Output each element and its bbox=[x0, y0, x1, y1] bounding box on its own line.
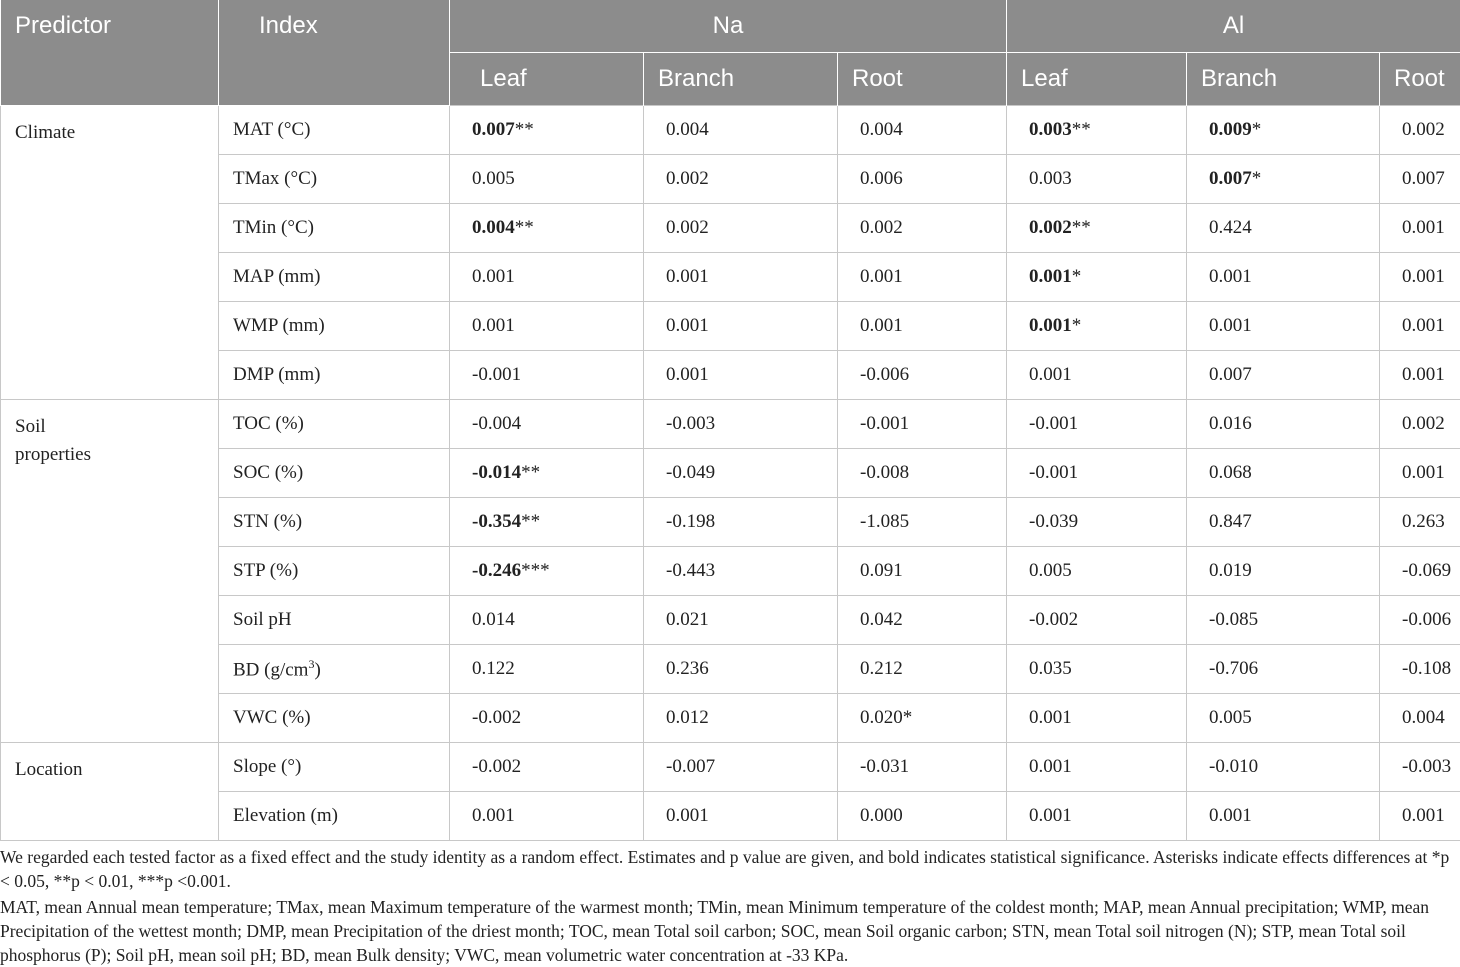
value: 0.001 bbox=[1402, 805, 1445, 826]
table-row bbox=[1, 547, 1460, 596]
index-label: MAP (mm) bbox=[233, 266, 321, 287]
significance-stars: ** bbox=[514, 119, 534, 140]
index-label: WMP (mm) bbox=[233, 315, 325, 336]
value-cell-na-leaf bbox=[450, 351, 644, 400]
significance-stars: * bbox=[1071, 315, 1082, 336]
value-cell-na-root bbox=[838, 645, 1007, 694]
value-cell-al-root bbox=[1380, 400, 1460, 449]
index-superscript: 3 bbox=[308, 656, 315, 671]
predictor-label-line1: Soil bbox=[15, 416, 46, 437]
value-cell-al-leaf bbox=[1007, 351, 1187, 400]
value: -0.198 bbox=[666, 511, 716, 532]
value-cell-na-branch bbox=[644, 547, 838, 596]
value: -0.002 bbox=[472, 756, 522, 777]
value-cell-al-root bbox=[1380, 253, 1460, 302]
header-index: Index bbox=[219, 0, 450, 106]
value: 0.005 bbox=[1029, 560, 1072, 581]
index-label: STP (%) bbox=[233, 560, 299, 581]
value-cell-na-branch bbox=[644, 155, 838, 204]
value-cell-al-branch bbox=[1187, 253, 1380, 302]
value: 0.001 bbox=[1402, 364, 1445, 385]
value: -0.039 bbox=[1029, 511, 1079, 532]
value-cell-al-leaf bbox=[1007, 694, 1187, 743]
index-label-tail: ) bbox=[314, 659, 321, 681]
value-cell-al-leaf bbox=[1007, 106, 1187, 155]
value-cell-al-root bbox=[1380, 743, 1460, 792]
value-cell-na-branch bbox=[644, 400, 838, 449]
value-cell-na-branch bbox=[644, 204, 838, 253]
index-cell bbox=[219, 106, 450, 155]
value-cell-na-branch bbox=[644, 106, 838, 155]
value: -0.002 bbox=[1029, 609, 1079, 630]
value-cell-na-leaf bbox=[450, 106, 644, 155]
value-cell-na-root bbox=[838, 498, 1007, 547]
value: 0.001 bbox=[1029, 364, 1072, 385]
value: 0.001 bbox=[666, 266, 709, 287]
value: -0.001 bbox=[1029, 413, 1079, 434]
value: 0.004 bbox=[860, 119, 903, 140]
value-cell-al-leaf bbox=[1007, 155, 1187, 204]
value: 0.007 bbox=[472, 119, 515, 140]
value-cell-na-branch bbox=[644, 645, 838, 694]
value: -0.246 bbox=[472, 560, 522, 581]
value-cell-al-branch bbox=[1187, 596, 1380, 645]
value-cell-na-leaf bbox=[450, 449, 644, 498]
value-cell-al-root bbox=[1380, 792, 1460, 841]
value: 0.212 bbox=[860, 658, 903, 679]
table-row bbox=[1, 155, 1460, 204]
value: 0.001 bbox=[666, 805, 709, 826]
table-row bbox=[1, 351, 1460, 400]
value: -0.108 bbox=[1402, 658, 1452, 679]
header-na-leaf: Leaf bbox=[450, 53, 644, 106]
table-body bbox=[1, 106, 1460, 841]
value: 0.001 bbox=[1209, 315, 1252, 336]
footnote-significance: We regarded each tested factor as a fixed effect and the study identity as a random effect. Estimates and p value are given, and bold indicates statistical significance. Asterisks indicate effects differences at *p < 0.05, **p < 0.01, ***p <0.001. bbox=[0, 847, 1450, 891]
value-cell-na-root bbox=[838, 694, 1007, 743]
value: 0.001 bbox=[472, 805, 515, 826]
value-cell-al-branch bbox=[1187, 498, 1380, 547]
value-cell-al-leaf bbox=[1007, 302, 1187, 351]
value-cell-na-leaf bbox=[450, 204, 644, 253]
value: -0.003 bbox=[1402, 756, 1452, 777]
value: -0.049 bbox=[666, 462, 716, 483]
value-cell-al-branch bbox=[1187, 694, 1380, 743]
table-row bbox=[1, 645, 1460, 694]
value: 0.003 bbox=[1029, 119, 1072, 140]
index-cell bbox=[219, 351, 450, 400]
table-row bbox=[1, 204, 1460, 253]
value-cell-na-root bbox=[838, 547, 1007, 596]
index-label: SOC (%) bbox=[233, 462, 304, 483]
value-cell-na-root bbox=[838, 253, 1007, 302]
value-cell-na-leaf bbox=[450, 792, 644, 841]
value-cell-al-root bbox=[1380, 106, 1460, 155]
value: -0.008 bbox=[860, 462, 910, 483]
value-cell-na-leaf bbox=[450, 645, 644, 694]
significance-stars: * bbox=[1251, 168, 1262, 189]
significance-stars: ** bbox=[1071, 217, 1091, 238]
index-cell bbox=[219, 449, 450, 498]
value: 0.001 bbox=[666, 364, 709, 385]
value: -0.003 bbox=[666, 413, 716, 434]
value-cell-na-root bbox=[838, 302, 1007, 351]
index-cell bbox=[219, 302, 450, 351]
significance-stars: ** bbox=[514, 217, 534, 238]
index-label: BD (g/cm bbox=[233, 659, 309, 681]
significance-stars: * bbox=[902, 707, 913, 728]
value: 0.001 bbox=[860, 266, 903, 287]
value: 0.001 bbox=[1402, 217, 1445, 238]
value: 0.021 bbox=[666, 609, 709, 630]
value-cell-al-branch bbox=[1187, 155, 1380, 204]
value-cell-al-root bbox=[1380, 498, 1460, 547]
value: 0.002 bbox=[1402, 119, 1445, 140]
significance-stars: ** bbox=[1071, 119, 1091, 140]
significance-stars: ** bbox=[521, 511, 541, 532]
predictor-label: Location bbox=[15, 759, 83, 780]
value: -0.004 bbox=[472, 413, 522, 434]
value-cell-al-leaf bbox=[1007, 400, 1187, 449]
index-label: TOC (%) bbox=[233, 413, 304, 434]
value: 0.847 bbox=[1209, 511, 1252, 532]
value-cell-na-root bbox=[838, 106, 1007, 155]
value: 0.035 bbox=[1029, 658, 1072, 679]
value-cell-na-branch bbox=[644, 743, 838, 792]
value-cell-na-root bbox=[838, 400, 1007, 449]
value-cell-na-branch bbox=[644, 498, 838, 547]
index-label: STN (%) bbox=[233, 511, 303, 532]
value: 0.068 bbox=[1209, 462, 1252, 483]
index-cell bbox=[219, 596, 450, 645]
value: 0.004 bbox=[666, 119, 709, 140]
value: -0.007 bbox=[666, 756, 716, 777]
value: 0.001 bbox=[1029, 315, 1072, 336]
index-cell bbox=[219, 547, 450, 596]
value-cell-na-leaf bbox=[450, 694, 644, 743]
value: 0.002 bbox=[860, 217, 903, 238]
index-label: Soil pH bbox=[233, 609, 292, 630]
value-cell-na-leaf bbox=[450, 547, 644, 596]
value: 0.004 bbox=[472, 217, 515, 238]
index-label: Elevation (m) bbox=[233, 805, 338, 826]
table-row bbox=[1, 596, 1460, 645]
header-al-branch: Branch bbox=[1187, 53, 1380, 106]
value: -0.443 bbox=[666, 560, 716, 581]
value-cell-na-leaf bbox=[450, 400, 644, 449]
index-label: DMP (mm) bbox=[233, 364, 321, 385]
value: 0.001 bbox=[1029, 756, 1072, 777]
header-al-root: Root bbox=[1380, 53, 1460, 106]
value: 0.236 bbox=[666, 658, 709, 679]
predictor-label-line2: properties bbox=[15, 444, 91, 465]
value-cell-na-root bbox=[838, 449, 1007, 498]
value-cell-na-branch bbox=[644, 792, 838, 841]
value: 0.009 bbox=[1209, 119, 1252, 140]
index-cell bbox=[219, 155, 450, 204]
table-row bbox=[1, 302, 1460, 351]
value-cell-al-branch bbox=[1187, 302, 1380, 351]
value: 0.019 bbox=[1209, 560, 1252, 581]
value: 0.002 bbox=[666, 168, 709, 189]
predictor-cell bbox=[1, 106, 219, 400]
value: -0.031 bbox=[860, 756, 910, 777]
value-cell-al-branch bbox=[1187, 449, 1380, 498]
value-cell-na-branch bbox=[644, 449, 838, 498]
value-cell-na-branch bbox=[644, 694, 838, 743]
predictor-cell bbox=[1, 400, 219, 743]
predictor-label: Climate bbox=[15, 122, 76, 143]
value-cell-al-root bbox=[1380, 351, 1460, 400]
header-group-na: Na bbox=[450, 0, 1007, 53]
value-cell-na-leaf bbox=[450, 155, 644, 204]
value-cell-na-root bbox=[838, 596, 1007, 645]
header-group-al: Al bbox=[1007, 0, 1460, 53]
footnote-abbreviations: MAT, mean Annual mean temperature; TMax, mean Maximum temperature of the warmest month; TMin, mean Minimum temperature of the coldest month; MAP, mean Annual precipitation; WMP, mean Precipitation of the wettest month; DMP, mean Precipitation of the driest month; TOC, mean Total soil carbon; SOC, mean Soil organic carbon; STN, mean Total soil nitrogen (N); STP, mean Total soil phosphorus (P); Soil pH, mean soil pH; BD, mean Bulk density; VWC, mean volumetric water concentration at -33 KPa. bbox=[0, 897, 1430, 965]
value: 0.001 bbox=[860, 315, 903, 336]
value-cell-al-root bbox=[1380, 645, 1460, 694]
value-cell-al-branch bbox=[1187, 547, 1380, 596]
value-cell-al-leaf bbox=[1007, 253, 1187, 302]
value: 0.001 bbox=[1402, 266, 1445, 287]
table-row bbox=[1, 694, 1460, 743]
value: -0.002 bbox=[472, 707, 522, 728]
value-cell-na-leaf bbox=[450, 498, 644, 547]
value-cell-na-branch bbox=[644, 596, 838, 645]
value-cell-al-leaf bbox=[1007, 596, 1187, 645]
table-header bbox=[1, 0, 1460, 106]
value: -0.001 bbox=[1029, 462, 1079, 483]
value: 0.007 bbox=[1209, 168, 1252, 189]
header-predictor: Predictor bbox=[1, 0, 219, 106]
significance-stars: * bbox=[1071, 266, 1082, 287]
index-label: MAT (°C) bbox=[233, 119, 311, 140]
header-na-branch: Branch bbox=[644, 53, 838, 106]
index-cell bbox=[219, 400, 450, 449]
value-cell-na-branch bbox=[644, 351, 838, 400]
index-cell bbox=[219, 694, 450, 743]
index-cell bbox=[219, 253, 450, 302]
value-cell-na-leaf bbox=[450, 743, 644, 792]
significance-stars: * bbox=[1251, 119, 1262, 140]
value-cell-al-leaf bbox=[1007, 743, 1187, 792]
value: -0.069 bbox=[1402, 560, 1452, 581]
value: 0.002 bbox=[666, 217, 709, 238]
value-cell-al-root bbox=[1380, 155, 1460, 204]
value-cell-na-root bbox=[838, 792, 1007, 841]
value-cell-al-branch bbox=[1187, 351, 1380, 400]
table-row bbox=[1, 253, 1460, 302]
value-cell-na-root bbox=[838, 204, 1007, 253]
value-cell-al-branch bbox=[1187, 400, 1380, 449]
index-cell bbox=[219, 743, 450, 792]
value: 0.424 bbox=[1209, 217, 1252, 238]
index-label: VWC (%) bbox=[233, 707, 311, 728]
value: 0.004 bbox=[1402, 707, 1445, 728]
value: 0.042 bbox=[860, 609, 903, 630]
value: 0.001 bbox=[472, 266, 515, 287]
index-cell bbox=[219, 645, 450, 694]
value-cell-na-root bbox=[838, 743, 1007, 792]
value: 0.263 bbox=[1402, 511, 1445, 532]
value-cell-na-leaf bbox=[450, 302, 644, 351]
significance-stars: ** bbox=[521, 462, 541, 483]
value-cell-na-leaf bbox=[450, 596, 644, 645]
value: 0.002 bbox=[1402, 413, 1445, 434]
value: -0.085 bbox=[1209, 609, 1259, 630]
value: -0.010 bbox=[1209, 756, 1259, 777]
table-row bbox=[1, 106, 1460, 155]
value-cell-al-leaf bbox=[1007, 204, 1187, 253]
value: 0.001 bbox=[666, 315, 709, 336]
value: 0.014 bbox=[472, 609, 515, 630]
index-cell bbox=[219, 498, 450, 547]
significance-stars: *** bbox=[521, 560, 550, 581]
value: 0.001 bbox=[472, 315, 515, 336]
value-cell-na-root bbox=[838, 155, 1007, 204]
value: 0.006 bbox=[860, 168, 903, 189]
value: -0.014 bbox=[472, 462, 522, 483]
value: 0.001 bbox=[1209, 266, 1252, 287]
value: 0.000 bbox=[860, 805, 903, 826]
value-cell-al-root bbox=[1380, 694, 1460, 743]
index-label: TMin (°C) bbox=[233, 217, 314, 238]
value-cell-al-root bbox=[1380, 449, 1460, 498]
value: 0.020 bbox=[860, 707, 903, 728]
table-row bbox=[1, 449, 1460, 498]
value: 0.001 bbox=[1209, 805, 1252, 826]
index-label: TMax (°C) bbox=[233, 168, 318, 189]
value-cell-al-branch bbox=[1187, 106, 1380, 155]
value: 0.002 bbox=[1029, 217, 1072, 238]
value-cell-na-branch bbox=[644, 302, 838, 351]
value-cell-al-root bbox=[1380, 547, 1460, 596]
value: 0.012 bbox=[666, 707, 709, 728]
value-cell-na-leaf bbox=[450, 253, 644, 302]
value: -1.085 bbox=[860, 511, 910, 532]
value-cell-al-root bbox=[1380, 302, 1460, 351]
value-cell-al-root bbox=[1380, 596, 1460, 645]
value-cell-na-branch bbox=[644, 253, 838, 302]
value: 0.001 bbox=[1029, 805, 1072, 826]
value: -0.001 bbox=[860, 413, 910, 434]
table-row bbox=[1, 792, 1460, 841]
value: 0.016 bbox=[1209, 413, 1252, 434]
value-cell-al-branch bbox=[1187, 743, 1380, 792]
predictor-cell bbox=[1, 743, 219, 841]
value: 0.003 bbox=[1029, 168, 1072, 189]
value: -0.006 bbox=[860, 364, 910, 385]
value-cell-al-leaf bbox=[1007, 547, 1187, 596]
value-cell-al-branch bbox=[1187, 204, 1380, 253]
table-row bbox=[1, 498, 1460, 547]
table-row bbox=[1, 743, 1460, 792]
value: 0.091 bbox=[860, 560, 903, 581]
table-row bbox=[1, 400, 1460, 449]
value-cell-al-leaf bbox=[1007, 498, 1187, 547]
header-al-leaf: Leaf bbox=[1007, 53, 1187, 106]
value: 0.122 bbox=[472, 658, 515, 679]
value: -0.001 bbox=[472, 364, 522, 385]
value: 0.001 bbox=[1402, 462, 1445, 483]
header-na-root: Root bbox=[838, 53, 1007, 106]
value: 0.005 bbox=[472, 168, 515, 189]
value-cell-al-leaf bbox=[1007, 645, 1187, 694]
value: 0.007 bbox=[1402, 168, 1445, 189]
value-cell-al-leaf bbox=[1007, 792, 1187, 841]
value: 0.007 bbox=[1209, 364, 1252, 385]
value: 0.001 bbox=[1402, 315, 1445, 336]
value-cell-al-branch bbox=[1187, 792, 1380, 841]
index-cell bbox=[219, 792, 450, 841]
value: 0.005 bbox=[1209, 707, 1252, 728]
index-label: Slope (°) bbox=[233, 756, 302, 777]
value: -0.706 bbox=[1209, 658, 1259, 679]
value: -0.354 bbox=[472, 511, 522, 532]
value-cell-na-root bbox=[838, 351, 1007, 400]
value: 0.001 bbox=[1029, 707, 1072, 728]
value: 0.001 bbox=[1029, 266, 1072, 287]
index-cell bbox=[219, 204, 450, 253]
value: -0.006 bbox=[1402, 609, 1452, 630]
value-cell-al-root bbox=[1380, 204, 1460, 253]
value-cell-al-leaf bbox=[1007, 449, 1187, 498]
value-cell-al-branch bbox=[1187, 645, 1380, 694]
